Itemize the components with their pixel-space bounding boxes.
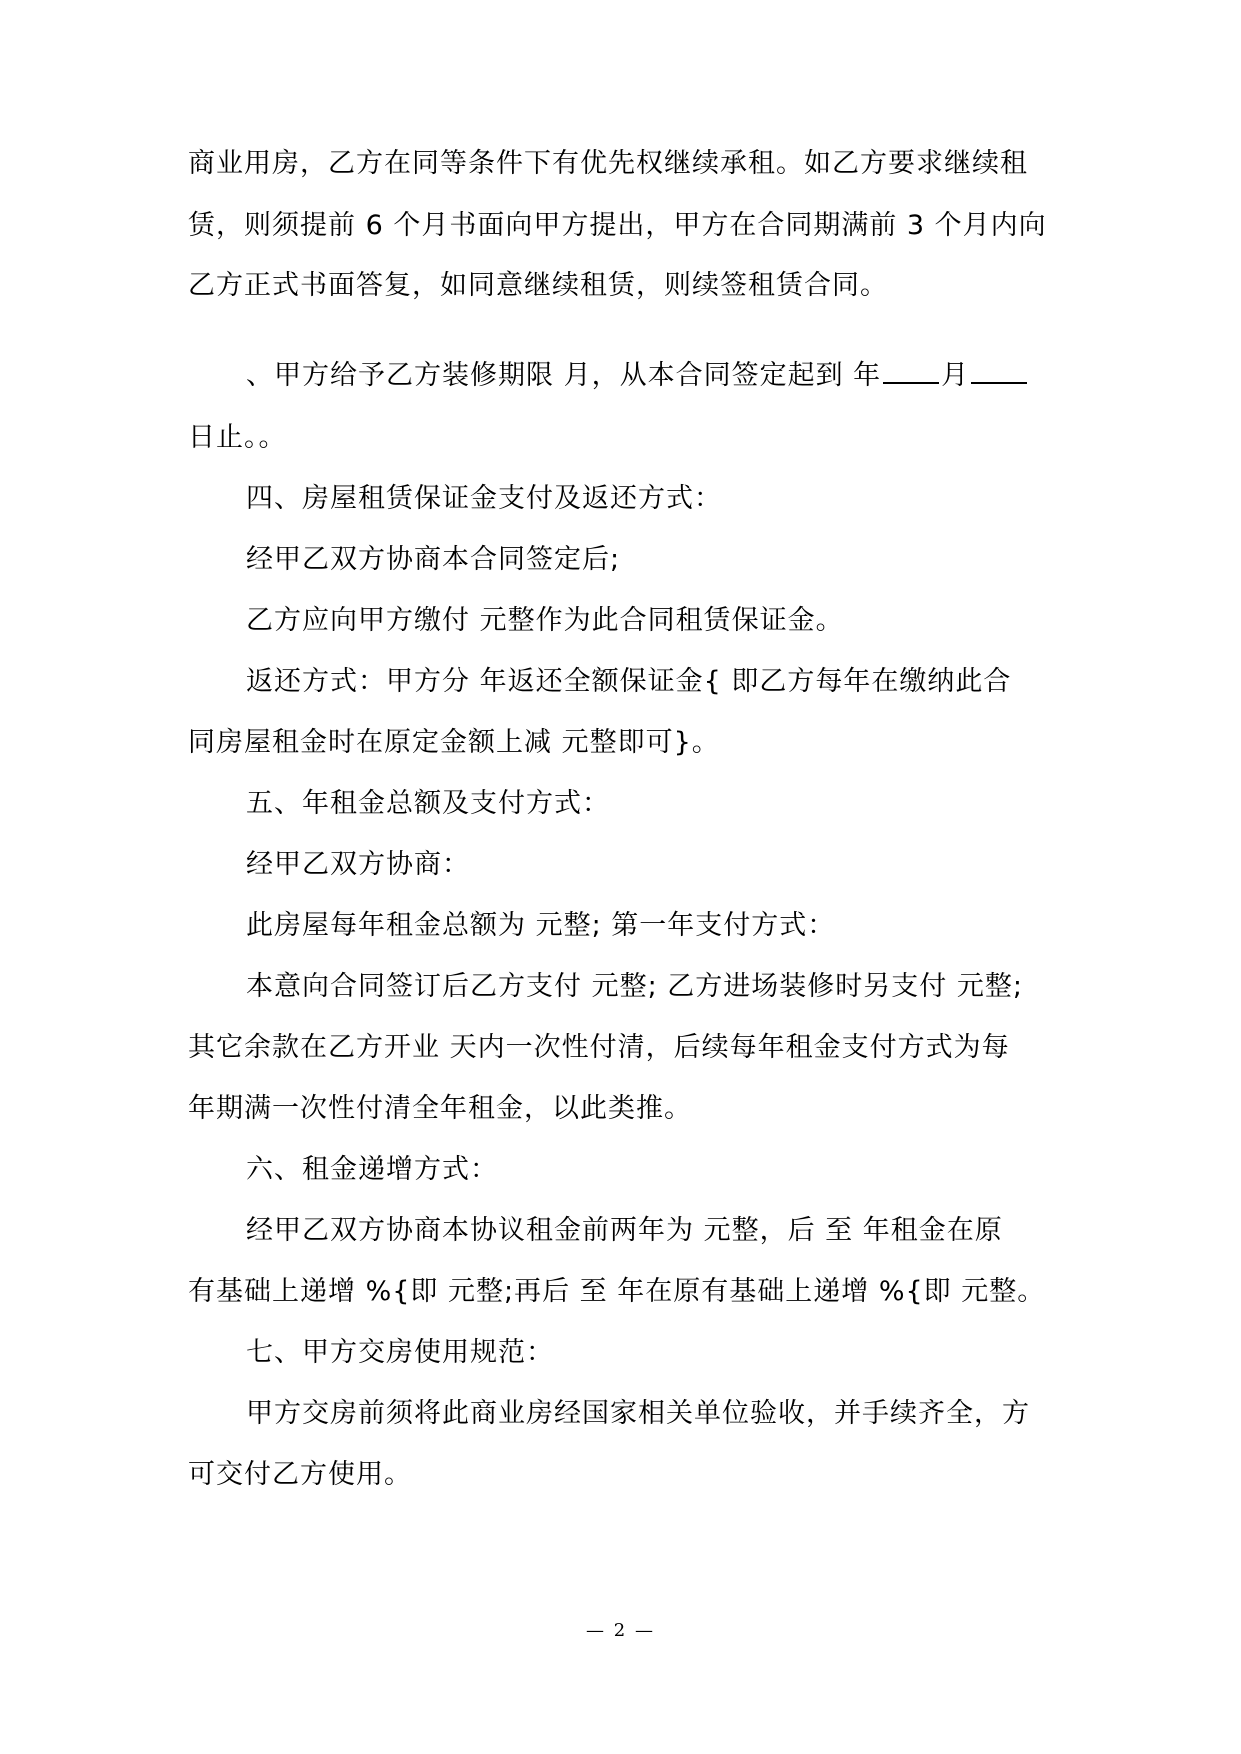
text-line-10: 同房屋租金时在原定金额上减 元整即可}。 <box>188 727 720 758</box>
text-segment-month: 月 <box>941 360 970 391</box>
section-heading-7: 七、甲方交房使用规范： <box>246 1337 554 1368</box>
text-line-1: 商业用房，乙方在同等条件下有优先权继续承租。如乙方要求继续租 <box>188 148 1028 179</box>
text-line-3: 乙方正式书面答复，如同意继续租赁，则续签租赁合同。 <box>188 270 888 301</box>
section-heading-5: 五、年租金总额及支付方式： <box>246 788 610 819</box>
text-line-21: 甲方交房前须将此商业房经国家相关单位验收，并手续齐全，方 <box>246 1398 1030 1429</box>
page-number: — 2 — <box>586 1620 655 1641</box>
blank-day-field <box>971 362 1027 384</box>
text-line-13: 此房屋每年租金总额为 元整; 第一年支付方式： <box>246 910 836 941</box>
text-segment-decoration-period: 、甲方给予乙方装修期限 月，从本合同签定起到 年 <box>246 360 882 391</box>
text-line-8: 乙方应向甲方缴付 元整作为此合同租赁保证金。 <box>246 605 844 636</box>
section-heading-4: 四、房屋租赁保证金支付及返还方式： <box>246 483 722 514</box>
text-line-4 <box>246 362 1029 389</box>
text-line-9: 返还方式：甲方分 年返还全额保证金{ 即乙方每年在缴纳此合 <box>246 666 1012 697</box>
text-line-5: 日止。。 <box>188 422 287 453</box>
text-line-2: 赁，则须提前 6 个月书面向甲方提出，甲方在合同期满前 3 个月内向 <box>188 210 1047 241</box>
text-line-18: 经甲乙双方协商本协议租金前两年为 元整，后 至 年租金在原 <box>246 1215 1003 1246</box>
text-line-16: 年期满一次性付清全年租金，以此类推。 <box>188 1093 692 1124</box>
text-line-15: 其它余款在乙方开业 天内一次性付清，后续每年租金支付方式为每 <box>188 1032 1010 1063</box>
text-line-22: 可交付乙方使用。 <box>188 1459 412 1490</box>
text-line-19: 有基础上递增 %{即 元整;再后 至 年在原有基础上递增 %{即 元整。 <box>188 1276 1046 1307</box>
text-line-7: 经甲乙双方协商本合同签定后; <box>246 544 621 575</box>
text-line-14: 本意向合同签订后乙方支付 元整; 乙方进场装修时另支付 元整; <box>246 971 1023 1002</box>
text-line-12: 经甲乙双方协商： <box>246 849 470 880</box>
section-heading-6: 六、租金递增方式： <box>246 1154 498 1185</box>
blank-month-field <box>883 362 939 384</box>
